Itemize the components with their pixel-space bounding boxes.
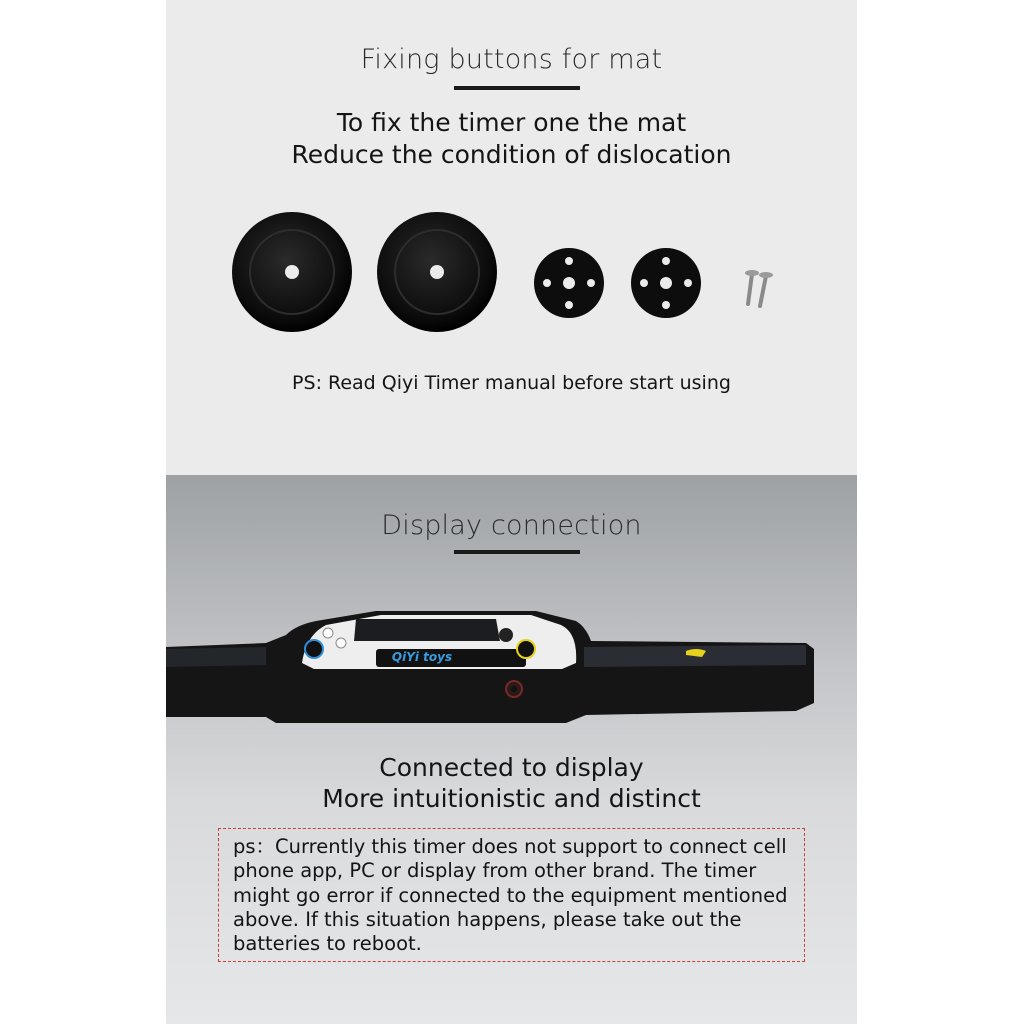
snap-fastener-icon — [631, 248, 701, 318]
heading-underline — [454, 550, 580, 554]
large-button-icon — [232, 212, 352, 332]
fixing-line-1: To fix the timer one the mat — [336, 108, 687, 137]
fixing-parts-illustration — [230, 212, 740, 337]
display-line-1: Connected to display — [379, 753, 644, 782]
snap-fastener-icon — [534, 248, 604, 318]
display-heading: Display connection — [381, 510, 642, 541]
ps-note: PS: Read Qiyi Timer manual before start using — [292, 372, 731, 394]
fixing-line-2: Reduce the condition of dislocation — [291, 140, 732, 169]
large-button-icon — [377, 212, 497, 332]
fixing-heading: Fixing buttons for mat — [360, 44, 663, 75]
fixing-buttons-panel — [166, 0, 857, 475]
screw-icon — [738, 266, 788, 312]
warning-note-box: ps：Currently this timer does not support to connect cell phone app, PC or display from other brand. The timer might go error if connected to the equipment mentioned above. If this situation happens, please take out the batteries to reboot. — [218, 828, 805, 962]
heading-underline — [454, 86, 580, 90]
timer-logo: QiYi toys — [391, 650, 453, 664]
display-line-2: More intuitionistic and distinct — [322, 784, 701, 813]
display-connection-panel — [166, 475, 857, 1024]
timer-device-image — [166, 605, 857, 745]
